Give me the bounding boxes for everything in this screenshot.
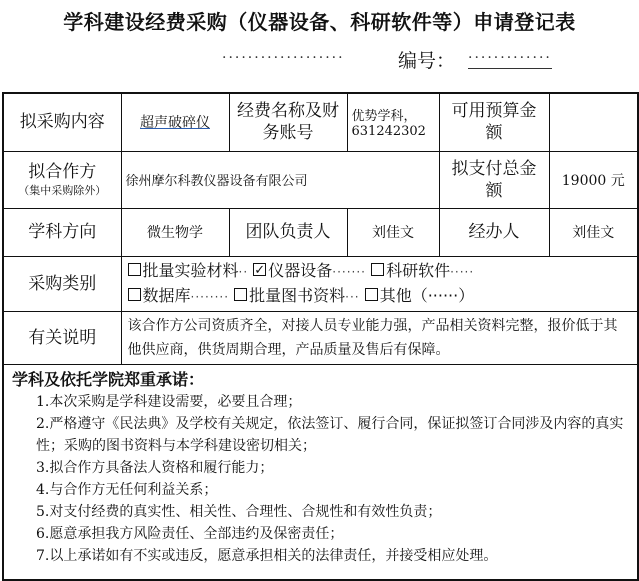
serial-number-label: 编号： [398,50,456,72]
pledge-heading: 学科及依托学院郑重承诺： [12,369,205,389]
available-budget-label: 可用预算金额 [439,93,549,151]
partner-label: 拟合作方 （集中采购除外） [3,151,121,208]
available-budget-value[interactable] [549,93,638,151]
handler-value[interactable]: 刘佳文 [549,208,638,256]
partner-value[interactable]: 徐州摩尔科教仪器设备有限公司 [121,151,439,208]
category-option-other[interactable]: 其他（······） [365,286,475,305]
checkbox-icon[interactable] [234,288,247,301]
total-payment-label: 拟支付总金额 [439,151,549,208]
checkbox-icon[interactable] [371,263,384,276]
serial-number-row [0,46,639,74]
application-form-table [2,92,639,581]
checkbox-icon[interactable] [128,263,141,276]
discipline-label: 学科方向 [3,208,121,256]
row-discipline [3,208,638,256]
row-pledge [3,364,638,580]
form-title: 学科建设经费采购（仪器设备、科研软件等）申请登记表 [63,10,576,34]
category-option-software[interactable]: 科研软件 [371,261,450,280]
checkbox-icon[interactable] [365,288,378,301]
purchase-item-label: 拟采购内容 [3,93,121,151]
total-payment-value[interactable]: 19000 元 [549,151,638,208]
fund-account-value[interactable]: 优势学科， 631242302 [347,93,439,151]
fund-account-label: 经费名称及财务账号 [229,93,347,151]
pledge-item: 1.本次采购是学科建设需要，必要且合理； [36,393,302,410]
description-value[interactable]: 该合作方公司资质齐全，对接人员专业能力强，产品相关资料完整，报价低于其他供应商，供货周期合理，产品质量及售后有保障。 [121,311,638,364]
team-leader-value[interactable]: 刘佳文 [347,208,439,256]
pledge-item: 6.愿意承担我方风险责任、全部违约及保密责任； [36,525,344,542]
row-description [3,311,638,364]
purchase-item-value[interactable]: 超声破碎仪 [121,93,229,151]
pledge-section [3,364,638,580]
pledge-item: 4.与合作方无任何利益关系； [36,481,218,498]
pledge-item: 5.对支付经费的真实性、相关性、合理性、合规性和有效性负责； [36,503,442,520]
checked-checkbox-icon[interactable] [253,263,266,276]
category-option-books[interactable]: 批量图书资料 [234,286,345,305]
description-label: 有关说明 [3,311,121,364]
pledge-item: 7.以上承诺如有不实或违反，愿意承担相关的法律责任，并接受相应处理。 [36,547,498,564]
checkbox-icon[interactable] [128,288,141,301]
partner-note: （集中采购除外） [18,183,107,197]
category-option-database[interactable]: 数据库 [128,286,191,305]
row-purchase-item [3,93,638,151]
category-options: 批量实验材料·· ✓ 仪器设备······· 科研软件····· 数据库········ 批量图书资料··· 其他（······） [121,256,638,311]
handler-label: 经办人 [439,208,549,256]
row-category [3,256,638,311]
category-label: 采购类别 [3,256,121,311]
discipline-value[interactable]: 微生物学 [121,208,229,256]
pledge-item: 2.严格遵守《民法典》及学校有关规定，依法签订、履行合同，保证拟签订合同涉及内容的真实性；采购的图书资料与本学科建设密切相关； [36,415,624,454]
team-leader-label: 团队负责人 [229,208,347,256]
row-partner [3,151,638,208]
pledge-item: 3.拟合作方具备法人资格和履行能力； [36,459,274,476]
category-option-instruments[interactable]: ✓ 仪器设备 [253,261,332,280]
serial-leader-dots: ··················· [222,50,345,66]
serial-number-field[interactable]: ············· [468,50,552,69]
category-option-batch-materials[interactable]: 批量实验材料 [128,261,239,280]
